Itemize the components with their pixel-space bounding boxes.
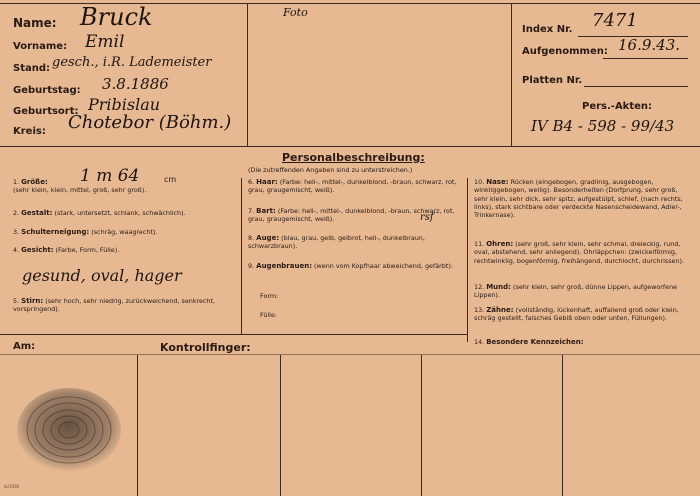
groesse-unit: cm bbox=[164, 175, 177, 184]
form-number: Ia/1936 bbox=[4, 484, 20, 489]
name-label: Name: bbox=[13, 16, 57, 30]
aufgenommen-value: 16.9.43. bbox=[618, 36, 681, 54]
gesicht-value: gesund, oval, hager bbox=[22, 266, 182, 285]
geburtsort-label: Geburtsort: bbox=[13, 106, 79, 117]
index-value: 7471 bbox=[592, 10, 638, 31]
geburtsort-value: Pribislau bbox=[88, 95, 161, 114]
groesse-value: 1 m 64 bbox=[80, 166, 140, 186]
beschreibung-subtitle: (Die zutreffenden Angaben sind zu unterstreichen.) bbox=[248, 166, 413, 174]
stand-value: gesch., i.R. Lademeister bbox=[52, 55, 212, 70]
aufgenommen-label: Aufgenommen: bbox=[522, 46, 608, 57]
item-gestalt: 2. Gestalt: (stark, untersetzt, schlank, schwächlich). bbox=[13, 209, 186, 217]
bart-value: rsf bbox=[420, 212, 434, 223]
akten-value: IV B4 - 598 - 99/43 bbox=[531, 117, 675, 135]
beschreibung-title: Personalbeschreibung: bbox=[282, 151, 425, 164]
finger-col-4 bbox=[562, 355, 563, 496]
item-bart: 7. Bart: (Farbe: hell-, mittel-, dunkelblond, -braun, schwarz, rot, grau, graugemischt, weiß). bbox=[248, 207, 455, 224]
item-augenbrauen: 9. Augenbrauen: (wenn vom Kopfhaar abweichend, gefärbt): bbox=[248, 262, 453, 270]
fingerprint-image bbox=[14, 385, 124, 480]
kreis-value: Chotebor (Böhm.) bbox=[68, 112, 232, 133]
divider-desc-right bbox=[467, 178, 468, 342]
foto-label: Foto bbox=[283, 6, 308, 19]
divider-header-bottom bbox=[0, 146, 700, 147]
item-kennzeichen: 14. Besondere Kennzeichen: bbox=[474, 338, 584, 346]
item-groesse: 1. Größe: (sehr klein, klein, mittel, groß, sehr groß). bbox=[13, 178, 147, 195]
name-value: Bruck bbox=[80, 3, 153, 31]
divider-lower bbox=[0, 334, 467, 335]
item-ohren: 11. Ohren: (sehr groß, sehr klein, sehr schmal, dreieckig, rund, oval, abstehend, sehr anliegend). Ohrläppchen: (zwickelförmig, rechtwinklig, bogenförmig, freihängend, durchlocht, durchrissen). bbox=[474, 240, 685, 265]
divider-header-right bbox=[511, 3, 512, 146]
item-stirn: 5. Stirn: (sehr hoch, sehr niedrig, zurückweichend, senkrecht, vorspringend). bbox=[13, 297, 216, 314]
finger-top bbox=[0, 354, 700, 355]
item-mund: 12. Mund: (sehr klein, sehr groß, dünne Lippen, aufgeworfene Lippen). bbox=[474, 283, 678, 300]
vorname-value: Emil bbox=[85, 32, 125, 52]
item-haar: 6. Haar: (Farbe: hell-, mittel-, dunkelblond, -braun, schwarz, rot, grau, graugemischt, weiß). bbox=[248, 178, 457, 195]
item-auge: 8. Auge: (blau, grau, gelb, gelbrot, hell-, dunkelbraun, schwarzbraun). bbox=[248, 234, 425, 251]
am-label: Am: bbox=[13, 341, 36, 352]
kreis-label: Kreis: bbox=[13, 126, 46, 137]
finger-col-1 bbox=[137, 355, 138, 496]
form-label: Form: bbox=[260, 292, 279, 300]
item-zaehne: 13. Zähne: (vollständig, lückenhaft, auffallend groß oder klein, schräg gestellt, falsches Gebiß oben oder unten, Füllungen). bbox=[474, 306, 679, 323]
divider-desc-left bbox=[241, 178, 242, 334]
kontrollfinger-label: Kontrollfinger: bbox=[160, 341, 251, 354]
vorname-label: Vorname: bbox=[13, 41, 68, 52]
fuelle-label: Fülle: bbox=[260, 311, 278, 319]
akten-label: Pers.-Akten: bbox=[582, 101, 653, 112]
platten-underline bbox=[584, 86, 688, 87]
item-gesicht: 4. Gesicht: (Farbe, Form, Fülle). bbox=[13, 246, 120, 254]
item-nase: 10. Nase: Rücken (eingebogen, gradlinig, ausgebogen, winkliggebogen, wellig). Besonderheiten (Dorfprung, sehr groß, sehr klein, sehr dick, sehr spitz, aufgestülpt, schief, (nach rechts, links), stark sichtbare oder verdeckte Nasenscheidewand, Adler-, Trinkernase). bbox=[474, 178, 683, 220]
index-label: Index Nr. bbox=[522, 24, 573, 35]
platten-label: Platten Nr. bbox=[522, 75, 583, 86]
geburtstag-value: 3.8.1886 bbox=[102, 75, 169, 93]
finger-col-2 bbox=[280, 355, 281, 496]
geburtstag-label: Geburtstag: bbox=[13, 85, 81, 96]
stand-label: Stand: bbox=[13, 63, 51, 74]
divider-header-left bbox=[247, 3, 248, 146]
aufgenommen-underline bbox=[603, 58, 688, 59]
item-schulterneigung: 3. Schulterneigung: (schräg, waagrecht). bbox=[13, 228, 158, 236]
finger-col-3 bbox=[421, 355, 422, 496]
